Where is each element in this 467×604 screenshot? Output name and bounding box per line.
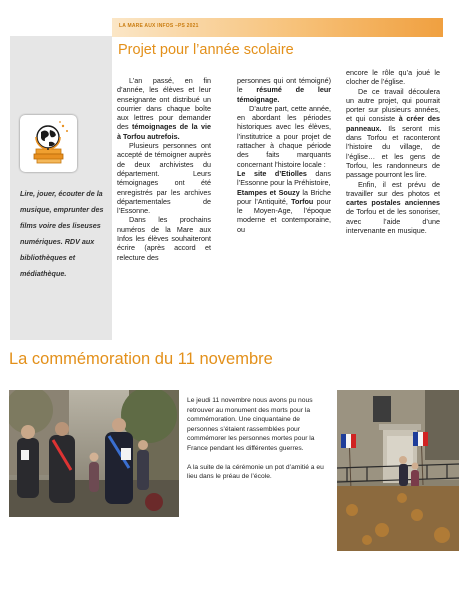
section-title-commemoration: La commémoration du 11 novembre xyxy=(9,350,273,368)
paragraph: Le site d’Etiolles dans l’Essonne pour la Préhistoire, xyxy=(237,168,331,188)
newsletter-header: LA MARE AUX INFOS –PS 2021 xyxy=(119,23,199,29)
section-title-projet: Projet pour l’année scolaire xyxy=(118,42,294,58)
paragraph: De ce travail découlera un autre projet, qui pourrait porter sur plusieurs années, et qui consiste à créer des panneaux. Ils seront mis dans Torfou et raconteront l’histoire du village, de l’église… et les gens de Torfou, les randonneurs de passage pourront les lire. xyxy=(346,86,440,180)
paragraph: Le jeudi 11 novembre nous avons pu nous retrouver au monument des morts pour la commémoration. Une cinquantaine de personnes s’étaient rassemblées pour commémorer les personnes mortes pour la France pendant les différentes guerres. xyxy=(187,397,315,452)
paragraph: Dans les prochains numéros de la Mare aux Infos les élèves souhaiteront écrire (après accord et relecture des xyxy=(117,215,211,262)
paragraph: personnes qui ont témoigné) le résumé de leur témoignage. xyxy=(237,76,332,104)
article-column-1 xyxy=(117,76,211,262)
article-column-3 xyxy=(346,68,440,235)
sidebar-library-text: Lire, jouer, écouter de la musique, emprunter des films voire des liseuses numériques. RDV aux bibliothèques et médiathèque. xyxy=(20,189,104,278)
paragraph: Etampes et Souzy la Briche pour l’Antiquité, Torfou pour le Moyen-Age, l’époque moderne et contemporaine, ou xyxy=(237,187,331,234)
commemoration-caption xyxy=(187,396,326,491)
paragraph: encore le rôle qu’a joué le clocher de l’église. xyxy=(346,68,440,87)
globe-books-icon xyxy=(20,115,77,172)
monument-photo xyxy=(337,390,459,551)
paragraph: Plusieurs personnes ont accepté de témoigner auprès de deux archivistes du département. Leurs témoignages ont été enregistrés par les archives départementales de l’Essonne. xyxy=(117,141,211,216)
paragraph: D’autre part, cette année, en abordant les périodes historiques avec les élèves, l’institutrice a pour projet de rattacher à chaque période des faits marquants concernant l’histoire locale : xyxy=(237,103,331,169)
ceremony-photo xyxy=(9,390,179,517)
article-column-2 xyxy=(237,76,331,234)
paragraph: L’an passé, en fin d’année, les élèves et leur enseignante ont distribué un courrier dans chaque boîte aux lettres pour demander des témoignages de la vie à Torfou autrefois. xyxy=(117,76,211,141)
paragraph: Enfin, il est prévu de travailler sur des photos et cartes postales anciennes de Torfou et de les sonoriser, avec l’aide d’une intervenante en musique. xyxy=(346,179,440,236)
paragraph: A la suite de la cérémonie un pot d’amitié a eu lieu dans le préau de l’école. xyxy=(187,463,324,481)
